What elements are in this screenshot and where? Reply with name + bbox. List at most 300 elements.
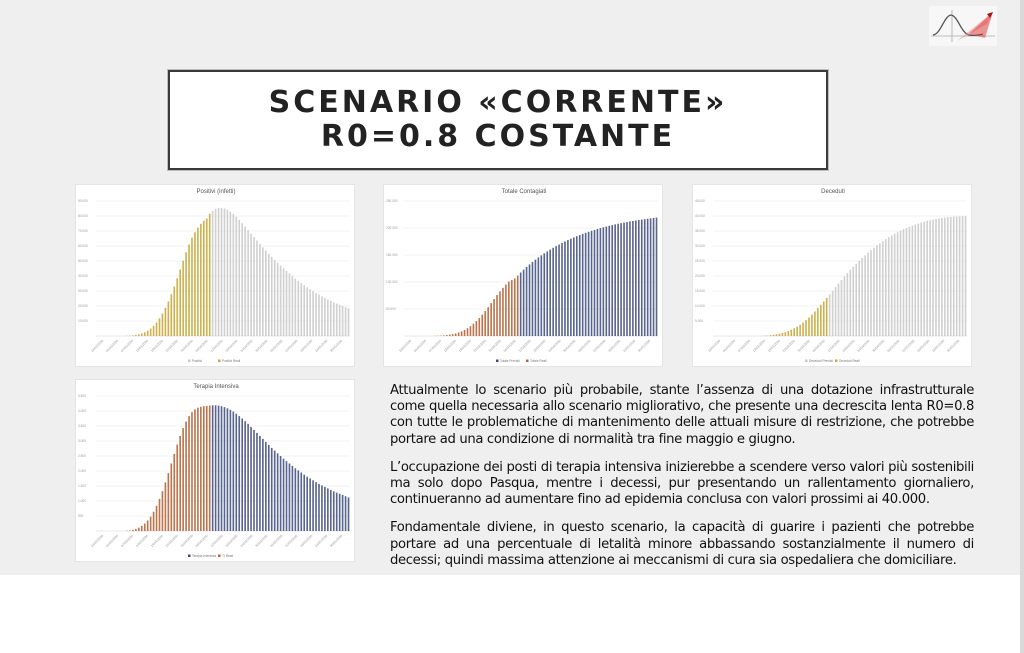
y-tick-label: 45.000 [695,199,705,203]
chart-bar [306,477,308,531]
x-tick-label: 12/04/2020 [209,338,224,353]
chart-bar [206,219,208,336]
x-tick-label: 31/03/2020 [179,338,194,353]
y-tick-label: 250.000 [386,199,398,203]
x-tick-label: 30/04/2020 [254,533,269,548]
chart-bar [300,473,302,532]
chart-bar [793,328,795,336]
chart-bar [233,412,235,531]
chart-bar [256,241,258,336]
legend-swatch [218,555,221,558]
chart-bar [247,230,249,336]
chart-bar [776,334,778,336]
chart-bar [206,406,208,531]
chart-bar [517,276,519,336]
chart-bar [817,308,819,336]
chart-bar [150,329,152,337]
chart-bar [591,231,593,336]
x-tick-label: 13/03/2020 [134,338,150,353]
chart-bar [182,261,184,336]
chart-bar [132,335,134,336]
chart-bar [617,224,619,336]
y-tick-label: 90.000 [78,199,88,203]
x-tick-label: 18/04/2020 [841,338,856,353]
chart-bar [956,216,958,336]
chart-bar [808,317,810,336]
chart-bar [182,428,184,531]
chart-bar [312,480,314,531]
chart-bar [552,248,554,336]
x-tick-label: 25/03/2020 [781,338,796,353]
legend-label: Deceduti Previsti [809,359,833,363]
chart-bar [823,302,825,337]
chart-bar [268,445,270,531]
chart-bar [280,456,282,531]
chart-bar [600,228,602,336]
chart-bar [233,214,235,336]
legend-swatch [835,360,838,363]
chart-bar [638,220,640,336]
y-tick-label: 200.000 [386,226,398,230]
chart-bar [303,285,305,336]
chart-bar [224,209,226,337]
chart-bar [179,270,181,336]
x-tick-label: 19/03/2020 [149,338,164,353]
chart-bar [820,305,822,336]
chart-bar [300,283,302,336]
x-tick-label: 07/03/2020 [119,533,135,548]
chart-bar [283,459,285,531]
chart-bar [476,321,478,336]
chart-bar [455,333,457,336]
chart-bar [259,244,261,336]
x-tick-label: 24/05/2020 [314,338,329,353]
chart-bar [327,299,329,336]
x-tick-label: 24/05/2020 [931,338,946,353]
chart-bar [473,324,475,336]
x-tick-label: 07/03/2020 [427,338,443,353]
chart-bar [241,419,243,532]
legend-label: Totale Reali [530,359,547,363]
y-tick-label: 40.000 [695,214,705,218]
x-tick-label: 24/04/2020 [547,338,562,353]
chart-bar [321,485,323,531]
x-tick-label: 19/03/2020 [457,338,472,353]
chart-bar [200,407,202,531]
x-tick-label: 18/05/2020 [299,533,314,548]
chart-bar [289,274,291,336]
chart-bar [614,224,616,336]
chart-bar [345,496,347,531]
chart-bar [906,228,908,336]
chart-bar [520,273,522,336]
chart-bar [203,221,205,336]
x-tick-label: 18/04/2020 [224,533,239,548]
chart-bar [458,332,460,336]
chart-bar [191,238,193,336]
chart-bar [570,239,572,336]
chart-bar [244,421,246,531]
chart-bar [929,220,931,336]
legend-swatch [805,360,808,363]
chart-bar [342,306,344,336]
chart-bar [271,257,273,336]
chart-bar [573,237,575,336]
chart-bar [168,302,170,337]
x-tick-label: 13/03/2020 [751,338,767,353]
x-tick-label: 24/05/2020 [622,338,637,353]
chart-bar [620,223,622,336]
chart-bar [894,234,896,336]
chart-bar [917,224,919,337]
chart-bar [891,236,893,337]
chart-bar [327,488,329,531]
chart-bar [165,482,167,531]
chart-bar [479,318,481,336]
chart-bar [171,464,173,532]
chart-bar [289,464,291,532]
chart-bar [265,251,267,336]
x-tick-label: 24/04/2020 [239,338,254,353]
chart-bar [321,296,323,336]
chart-bar [185,422,187,532]
chart-bar [841,280,843,336]
chart-bar [496,295,498,336]
chart-bar [461,331,463,336]
chart-bar [173,454,175,531]
y-tick-label: 4.000 [78,409,86,413]
chart-bar [227,210,229,336]
chart-bar [244,227,246,336]
chart-bar [129,530,131,531]
chart-bar [782,333,784,336]
chart-bar [295,468,297,531]
y-tick-label: 60.000 [78,244,88,248]
chart-bar [950,217,952,336]
x-tick-label: 06/05/2020 [886,338,901,353]
chart-bar [594,230,596,336]
chart-bar [644,219,646,336]
chart-bar [330,301,332,336]
chart-bar [309,479,311,532]
chart-bar [312,291,314,336]
chart-bar [295,279,297,336]
chart-bar [923,222,925,336]
chart-bar [785,332,787,336]
chart-bar [920,223,922,336]
chart-bar [847,273,849,336]
y-tick-label: 30.000 [695,244,705,248]
chart-bar [870,250,872,336]
paragraph-terapia: L’occupazione dei posti di terapia intensiva inizierebbe a scendere verso valori più sostenibili ma solo dopo Pasqua, mentre i decessi, pur presentando un rallentamento giornaliero, continueranno ad aumentare fino ad epidemia conclusa con valori prossimi ai 40.000. [390,459,974,508]
chart-bar [467,328,469,336]
x-tick-label: 07/03/2020 [736,338,752,353]
x-tick-label: 18/05/2020 [916,338,931,353]
slide-title-line-1: SCENARIO «CORRENTE» [268,85,728,120]
x-tick-label: 12/04/2020 [209,533,224,548]
chart-bar [452,334,454,336]
chart-bar [861,258,863,336]
chart-bar [470,326,472,336]
chart-bar [165,308,167,336]
chart-bar [342,495,344,531]
x-tick-label: 24/02/2020 [398,338,413,353]
chart-totale-contagiati [383,184,663,367]
chart-bar [635,220,637,336]
y-tick-label: 1.000 [78,499,86,503]
chart-bar [626,222,628,336]
chart-bar [449,335,451,336]
chart-bar [227,408,229,531]
chart-bar [277,453,279,531]
legend-swatch [496,360,499,363]
chart-bar [790,330,792,336]
x-tick-label: 06/04/2020 [194,338,209,353]
chart-bar [558,245,560,336]
chart-bar [336,493,338,531]
legend-label: Terapia Intensiva [192,554,217,558]
chart-bar [767,335,769,336]
chart-positivi [75,184,355,367]
x-tick-label: 30/05/2020 [329,338,344,353]
chart-bar [852,267,854,336]
y-tick-label: 10.000 [78,319,88,323]
chart-bar [543,253,545,336]
x-tick-label: 24/04/2020 [239,533,254,548]
chart-bar [162,314,164,337]
chart-bar [464,330,466,336]
chart-bar [253,430,255,531]
chart-bar [162,491,164,531]
chart-bar [529,264,531,336]
x-tick-label: 12/04/2020 [517,338,532,353]
chart-bar [796,327,798,336]
chart-bar [144,524,146,532]
chart-bar [330,490,332,531]
chart-bar [932,220,934,336]
x-tick-label: 24/02/2020 [90,533,105,548]
chart-bar [238,416,240,531]
y-tick-label: 5.000 [695,319,703,323]
chart-bar [286,271,288,336]
chart-bar [224,407,226,531]
chart-bar [156,506,158,531]
chart-bar [235,414,237,531]
x-tick-label: 24/05/2020 [314,533,329,548]
chart-bar [505,285,507,336]
chart-bar [209,214,211,336]
chart-bar [814,311,816,336]
bell-curve-logo-icon [929,6,997,46]
x-tick-label: 07/03/2020 [119,338,135,353]
x-tick-label: 30/04/2020 [871,338,886,353]
chart-bar [286,461,288,531]
chart-bar [770,335,772,336]
chart-title: Terapia Intensiva [193,384,239,390]
chart-bar [446,335,448,336]
chart-bar [965,216,967,336]
chart-bar [576,236,578,336]
chart-bar [944,218,946,337]
chart-bar [606,227,608,336]
chart-bar [348,308,350,336]
chart-bar [926,221,928,336]
chart-bar [555,246,557,336]
x-tick-label: 30/05/2020 [637,338,652,353]
chart-bar [268,254,270,336]
chart-bar [265,442,267,531]
x-tick-label: 25/03/2020 [472,338,487,353]
y-tick-label: 2.000 [78,469,86,473]
legend-swatch [188,555,191,558]
chart-svg [384,185,664,368]
chart-bar [250,234,252,336]
chart-bar [306,287,308,336]
y-tick-label: 4.500 [78,394,86,398]
x-tick-label: 31/03/2020 [179,533,194,548]
chart-bar [829,294,831,336]
chart-bar [253,237,255,336]
chart-bar [832,291,834,336]
chart-bar [535,260,537,336]
chart-bar [653,218,655,336]
x-tick-label: 06/04/2020 [811,338,826,353]
chart-bar [218,406,220,531]
x-tick-label: 25/03/2020 [164,338,179,353]
chart-bar [546,251,548,336]
chart-bar [221,208,223,336]
chart-bar [150,517,152,531]
chart-bar [484,311,486,336]
chart-bar [885,239,887,336]
chart-bar [567,240,569,336]
chart-bar [194,410,196,532]
x-tick-label: 18/05/2020 [299,338,314,353]
chart-bar [538,257,540,336]
chart-bar [256,433,258,531]
x-tick-label: 12/05/2020 [592,338,607,353]
y-tick-label: 3.500 [78,424,86,428]
chart-bar [283,268,285,336]
chart-bar [262,439,264,531]
chart-bar [188,416,190,531]
x-tick-label: 30/05/2020 [946,338,961,353]
chart-bar [292,276,294,336]
chart-bar [541,255,543,336]
chart-bar [487,307,489,336]
chart-bar [318,484,320,531]
chart-bar [773,335,775,336]
x-tick-label: 31/03/2020 [796,338,811,353]
x-tick-label: 18/04/2020 [532,338,547,353]
x-tick-label: 24/02/2020 [90,338,105,353]
x-tick-label: 12/05/2020 [284,533,299,548]
chart-bar [212,405,214,531]
chart-title: Positivi (infetti) [196,189,236,195]
y-tick-label: 1.500 [78,484,86,488]
chart-bar [779,334,781,336]
chart-bar [799,325,801,336]
chart-bar [336,304,338,336]
y-tick-label: 25.000 [695,259,705,263]
chart-bar [309,289,311,336]
chart-bar [864,255,866,336]
chart-bar [176,445,178,531]
x-tick-label: 01/03/2020 [722,338,737,353]
y-tick-label: 50.000 [78,259,88,263]
chart-bar [876,245,878,336]
chart-bar [947,217,949,336]
chart-bar [173,287,175,337]
chart-bar [168,473,170,531]
chart-bar [197,408,199,531]
chart-bar [292,466,294,531]
chart-bar [318,295,320,336]
chart-bar [230,410,232,531]
x-tick-label: 30/04/2020 [254,338,269,353]
chart-bar [241,223,243,336]
x-tick-label: 01/03/2020 [413,338,428,353]
chart-bar [811,315,813,336]
chart-bar [333,302,335,336]
chart-bar [647,219,649,336]
chart-bar [200,224,202,336]
chart-bar [585,233,587,336]
y-tick-label: 50.000 [386,307,396,311]
chart-bar [838,284,840,337]
x-tick-label: 19/03/2020 [766,338,781,353]
chart-bar [250,427,252,531]
chart-bar [277,263,279,336]
x-tick-label: 30/04/2020 [562,338,577,353]
chart-svg [76,380,356,563]
chart-bar [561,243,563,336]
chart-bar [147,521,149,532]
chart-bar [629,221,631,336]
x-tick-label: 12/05/2020 [284,338,299,353]
y-tick-label: 10.000 [695,304,705,308]
chart-bar [564,242,566,337]
window-edge [1020,0,1024,653]
x-tick-label: 12/05/2020 [901,338,916,353]
chart-bar [499,291,501,336]
chart-bar [855,264,857,336]
chart-bar [656,218,658,336]
chart-bar [912,226,914,336]
chart-bar [218,208,220,336]
legend-swatch [526,360,529,363]
chart-bar [608,226,610,336]
chart-bar [262,247,264,336]
x-tick-label: 31/03/2020 [487,338,502,353]
chart-bar [324,298,326,336]
x-tick-label: 30/05/2020 [329,533,344,548]
chart-bar [159,318,161,336]
x-tick-label: 24/04/2020 [856,338,871,353]
y-tick-label: 20.000 [695,274,705,278]
y-tick-label: 500 [78,514,84,518]
chart-bar [203,406,205,531]
chart-bar [176,278,178,336]
chart-bar [274,260,276,336]
x-tick-label: 18/04/2020 [224,338,239,353]
chart-bar [191,412,193,531]
chart-bar [953,217,955,336]
chart-bar [526,267,528,336]
x-tick-label: 06/05/2020 [269,533,284,548]
legend-label: Positivi [192,359,203,363]
chart-bar [632,221,634,336]
